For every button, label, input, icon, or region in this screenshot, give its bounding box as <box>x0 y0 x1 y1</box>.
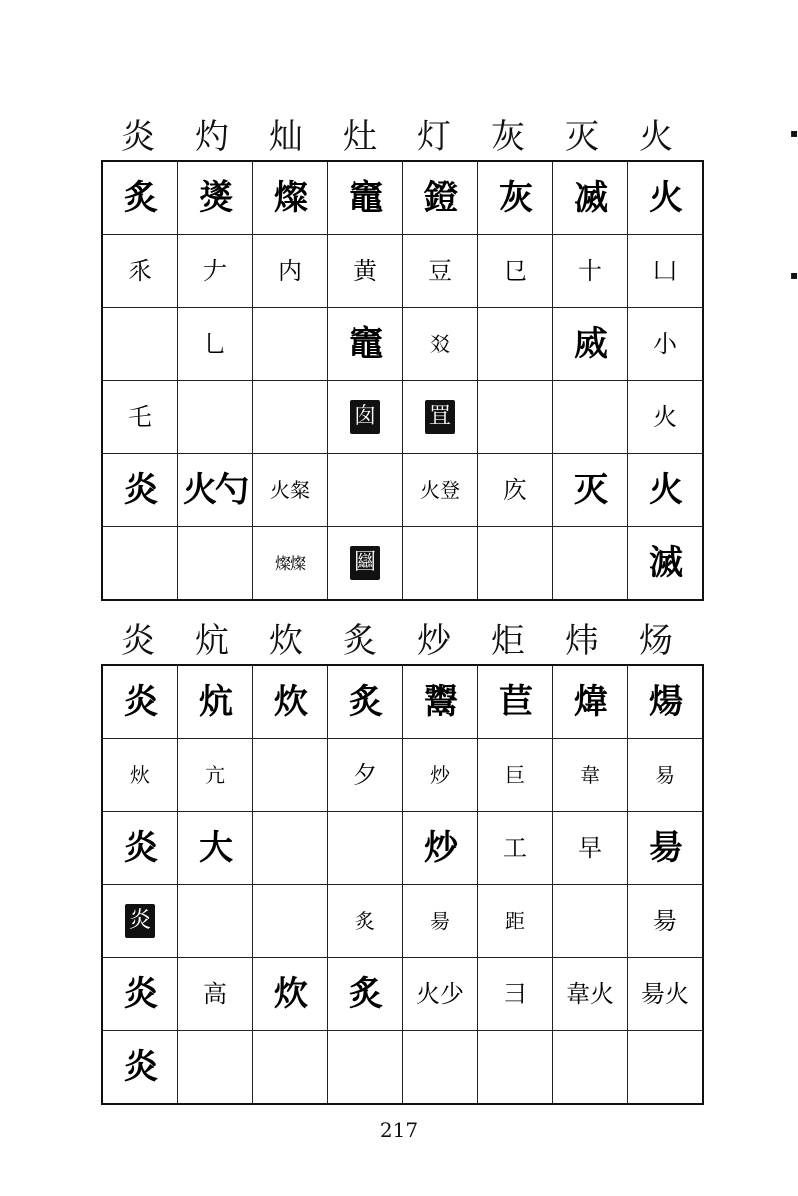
ancient-script-glyph: 炙 <box>124 178 156 218</box>
ancient-script-glyph: 㸂 <box>199 178 231 218</box>
ancient-script-glyph: 彐 <box>503 980 527 1008</box>
ancient-script-glyph: 工 <box>503 834 527 862</box>
ancient-script-glyph: 炒 <box>424 828 456 868</box>
ancient-script-glyph: 凵 <box>653 257 677 285</box>
column-header-character: 灶 <box>343 117 377 157</box>
glyph-cell <box>553 812 628 885</box>
glyph-cell <box>628 527 704 601</box>
bottom-glyph-table <box>101 664 704 1105</box>
ancient-script-glyph: 火粲 <box>270 477 310 502</box>
ancient-script-glyph: 亢 <box>205 762 225 787</box>
glyph-cell <box>328 308 403 381</box>
ancient-script-glyph: 㸚 <box>430 331 450 356</box>
glyph-cell <box>328 381 403 454</box>
glyph-cell <box>553 308 628 381</box>
ancient-script-glyph: 火少 <box>416 980 464 1008</box>
ancient-script-glyph: 夕 <box>353 761 377 789</box>
ancient-script-glyph: 囱 <box>350 400 380 434</box>
ancient-script-glyph: 燦燦 <box>274 553 305 573</box>
glyph-cell <box>628 308 704 381</box>
ancient-script-glyph: 巨 <box>505 762 525 787</box>
glyph-row <box>102 308 703 381</box>
column-header-character: 灭 <box>565 117 599 157</box>
ancient-script-glyph: 火勺 <box>183 470 247 510</box>
glyph-cell <box>478 885 553 958</box>
glyph-cell <box>328 885 403 958</box>
glyph-cell <box>178 308 253 381</box>
glyph-cell <box>403 527 478 601</box>
glyph-cell <box>403 235 478 308</box>
glyph-row <box>102 1031 703 1105</box>
page-number: 217 <box>379 1118 419 1142</box>
ancient-script-glyph: 煬 <box>649 682 681 722</box>
column-header-character: 火 <box>639 117 673 157</box>
column-header-character: 炊 <box>269 621 303 661</box>
glyph-cell <box>102 958 178 1031</box>
glyph-cell <box>553 454 628 527</box>
glyph-cell <box>478 381 553 454</box>
ancient-script-glyph: 炎 <box>124 682 156 722</box>
ancient-script-glyph: 炒 <box>430 762 450 787</box>
ancient-script-glyph: 黄 <box>353 257 377 285</box>
ancient-script-glyph: 早 <box>578 834 602 862</box>
ancient-script-glyph: 灭 <box>574 470 606 510</box>
glyph-row <box>102 958 703 1031</box>
glyph-cell <box>403 665 478 739</box>
ancient-script-glyph: 苣 <box>499 682 531 722</box>
glyph-cell <box>628 665 704 739</box>
column-header-character: 灰 <box>491 117 525 157</box>
glyph-cell <box>102 381 178 454</box>
ancient-script-glyph: 炙 <box>349 974 381 1014</box>
ancient-script-glyph: 灰 <box>499 178 531 218</box>
glyph-cell <box>628 1031 704 1105</box>
glyph-cell <box>403 885 478 958</box>
ancient-script-glyph: 昜 <box>649 828 681 868</box>
glyph-cell <box>178 235 253 308</box>
glyph-cell <box>403 958 478 1031</box>
ancient-script-glyph: 圝 <box>350 546 380 580</box>
glyph-cell <box>403 812 478 885</box>
ancient-script-glyph: 竈 <box>349 324 381 364</box>
glyph-cell <box>403 381 478 454</box>
glyph-row <box>102 235 703 308</box>
glyph-cell <box>628 812 704 885</box>
ancient-script-glyph: 豆 <box>428 257 452 285</box>
glyph-cell <box>102 1031 178 1105</box>
glyph-cell <box>253 885 328 958</box>
glyph-cell <box>478 527 553 601</box>
ancient-script-glyph: 炕 <box>199 682 231 722</box>
glyph-cell <box>102 308 178 381</box>
glyph-cell <box>253 958 328 1031</box>
ancient-script-glyph: 炎 <box>124 974 156 1014</box>
glyph-cell <box>628 958 704 1031</box>
column-header-character: 炕 <box>195 621 229 661</box>
glyph-cell <box>178 161 253 235</box>
glyph-cell <box>102 235 178 308</box>
top-header-row <box>101 104 693 160</box>
glyph-cell <box>553 527 628 601</box>
glyph-row <box>102 665 703 739</box>
glyph-cell <box>328 739 403 812</box>
ancient-script-glyph: 昜 <box>653 907 677 935</box>
bottom-section <box>101 608 693 1105</box>
glyph-cell <box>178 812 253 885</box>
ancient-script-glyph: 㡱 <box>503 476 527 504</box>
ancient-script-glyph: 韋 <box>580 762 600 787</box>
ancient-script-glyph: 昜 <box>430 908 450 933</box>
glyph-cell <box>628 885 704 958</box>
ancient-script-glyph: 火登 <box>420 477 460 502</box>
ancient-script-glyph: 小 <box>653 330 677 358</box>
margin-mark: ▪ <box>790 268 798 282</box>
glyph-cell <box>478 665 553 739</box>
glyph-cell <box>628 739 704 812</box>
glyph-cell <box>253 308 328 381</box>
ancient-script-glyph: 㓕 <box>574 178 606 218</box>
glyph-cell <box>102 885 178 958</box>
glyph-cell <box>253 161 328 235</box>
glyph-row <box>102 812 703 885</box>
margin-mark: ▪ <box>790 126 798 140</box>
ancient-script-glyph: 罝 <box>425 400 455 434</box>
glyph-cell <box>178 381 253 454</box>
glyph-cell <box>102 739 178 812</box>
ancient-script-glyph: 鬻 <box>424 682 456 722</box>
glyph-cell <box>328 1031 403 1105</box>
ancient-script-glyph: 炏 <box>130 762 150 787</box>
ancient-script-glyph: 㔾 <box>503 257 527 285</box>
glyph-row <box>102 527 703 601</box>
glyph-cell <box>478 739 553 812</box>
glyph-cell <box>178 885 253 958</box>
column-header-character: 炜 <box>565 621 599 661</box>
ancient-script-glyph: 烕 <box>574 324 606 364</box>
glyph-cell <box>403 739 478 812</box>
glyph-cell <box>178 958 253 1031</box>
glyph-cell <box>553 1031 628 1105</box>
top-glyph-table <box>101 160 704 601</box>
ancient-script-glyph: 燦 <box>274 178 306 218</box>
glyph-cell <box>102 527 178 601</box>
ancient-script-glyph: 火 <box>649 470 681 510</box>
column-header-character: 炎 <box>121 621 155 661</box>
ancient-script-glyph: 内 <box>278 257 302 285</box>
glyph-row <box>102 454 703 527</box>
glyph-cell <box>178 454 253 527</box>
column-header-character: 炬 <box>491 621 525 661</box>
ancient-script-glyph: 乚 <box>203 330 227 358</box>
ancient-script-glyph: 乇 <box>128 403 152 431</box>
ancient-script-glyph: 乑 <box>128 257 152 285</box>
column-header-character: 炒 <box>417 621 451 661</box>
ancient-script-glyph: 距 <box>505 908 525 933</box>
glyph-cell <box>628 454 704 527</box>
glyph-cell <box>628 381 704 454</box>
ancient-script-glyph: 鐙 <box>424 178 456 218</box>
glyph-cell <box>328 161 403 235</box>
ancient-script-glyph: 炊 <box>274 682 306 722</box>
column-header-character: 炎 <box>121 117 155 157</box>
glyph-cell <box>328 665 403 739</box>
glyph-cell <box>102 454 178 527</box>
ancient-script-glyph: 炎 <box>124 828 156 868</box>
glyph-cell <box>553 161 628 235</box>
column-header-character: 灼 <box>195 117 229 157</box>
column-header-character: 炀 <box>639 621 673 661</box>
ancient-script-glyph: 𠂇 <box>203 257 227 285</box>
glyph-cell <box>178 527 253 601</box>
glyph-cell <box>553 885 628 958</box>
ancient-script-glyph: 滅 <box>649 543 681 583</box>
glyph-cell <box>102 665 178 739</box>
ancient-script-glyph: 火 <box>649 178 681 218</box>
ancient-script-glyph: 煒 <box>574 682 606 722</box>
ancient-script-glyph: 炎 <box>124 470 156 510</box>
ancient-script-glyph: 炎 <box>125 904 155 938</box>
glyph-cell <box>102 812 178 885</box>
glyph-cell <box>478 812 553 885</box>
glyph-cell <box>253 812 328 885</box>
glyph-row <box>102 885 703 958</box>
glyph-cell <box>253 739 328 812</box>
glyph-cell <box>178 1031 253 1105</box>
glyph-cell <box>253 235 328 308</box>
glyph-cell <box>478 161 553 235</box>
ancient-script-glyph: 昜火 <box>641 980 689 1008</box>
glyph-cell <box>403 454 478 527</box>
glyph-cell <box>478 958 553 1031</box>
glyph-cell <box>478 1031 553 1105</box>
ancient-script-glyph: 易 <box>655 762 675 787</box>
glyph-cell <box>478 235 553 308</box>
glyph-cell <box>553 235 628 308</box>
glyph-cell <box>403 161 478 235</box>
glyph-cell <box>253 381 328 454</box>
glyph-cell <box>553 739 628 812</box>
ancient-script-glyph: 炙 <box>349 682 381 722</box>
glyph-cell <box>403 1031 478 1105</box>
glyph-cell <box>328 958 403 1031</box>
glyph-cell <box>178 739 253 812</box>
glyph-row <box>102 381 703 454</box>
column-header-character: 炙 <box>343 621 377 661</box>
glyph-cell <box>253 665 328 739</box>
glyph-row <box>102 161 703 235</box>
ancient-script-glyph: 韋火 <box>566 980 614 1008</box>
glyph-cell <box>328 812 403 885</box>
glyph-cell <box>478 308 553 381</box>
ancient-script-glyph: 火 <box>653 403 677 431</box>
glyph-cell <box>553 665 628 739</box>
glyph-cell <box>253 527 328 601</box>
glyph-cell <box>328 454 403 527</box>
glyph-cell <box>102 161 178 235</box>
ancient-script-glyph: 大 <box>199 828 231 868</box>
glyph-cell <box>553 381 628 454</box>
ancient-script-glyph: 炙 <box>355 908 375 933</box>
ancient-script-glyph: 竈 <box>349 178 381 218</box>
column-header-character: 灯 <box>417 117 451 157</box>
glyph-cell <box>253 454 328 527</box>
column-header-character: 灿 <box>269 117 303 157</box>
glyph-cell <box>328 235 403 308</box>
ancient-script-glyph: 高 <box>203 980 227 1008</box>
top-section <box>101 104 693 601</box>
ancient-script-glyph: 炎 <box>124 1047 156 1087</box>
bottom-header-row <box>101 608 693 664</box>
ancient-script-glyph: 炊 <box>274 974 306 1014</box>
glyph-cell <box>253 1031 328 1105</box>
glyph-cell <box>403 308 478 381</box>
glyph-cell <box>553 958 628 1031</box>
ancient-script-glyph: 十 <box>578 257 602 285</box>
glyph-row <box>102 739 703 812</box>
glyph-cell <box>628 161 704 235</box>
glyph-cell <box>328 527 403 601</box>
glyph-cell <box>478 454 553 527</box>
glyph-cell <box>628 235 704 308</box>
glyph-cell <box>178 665 253 739</box>
